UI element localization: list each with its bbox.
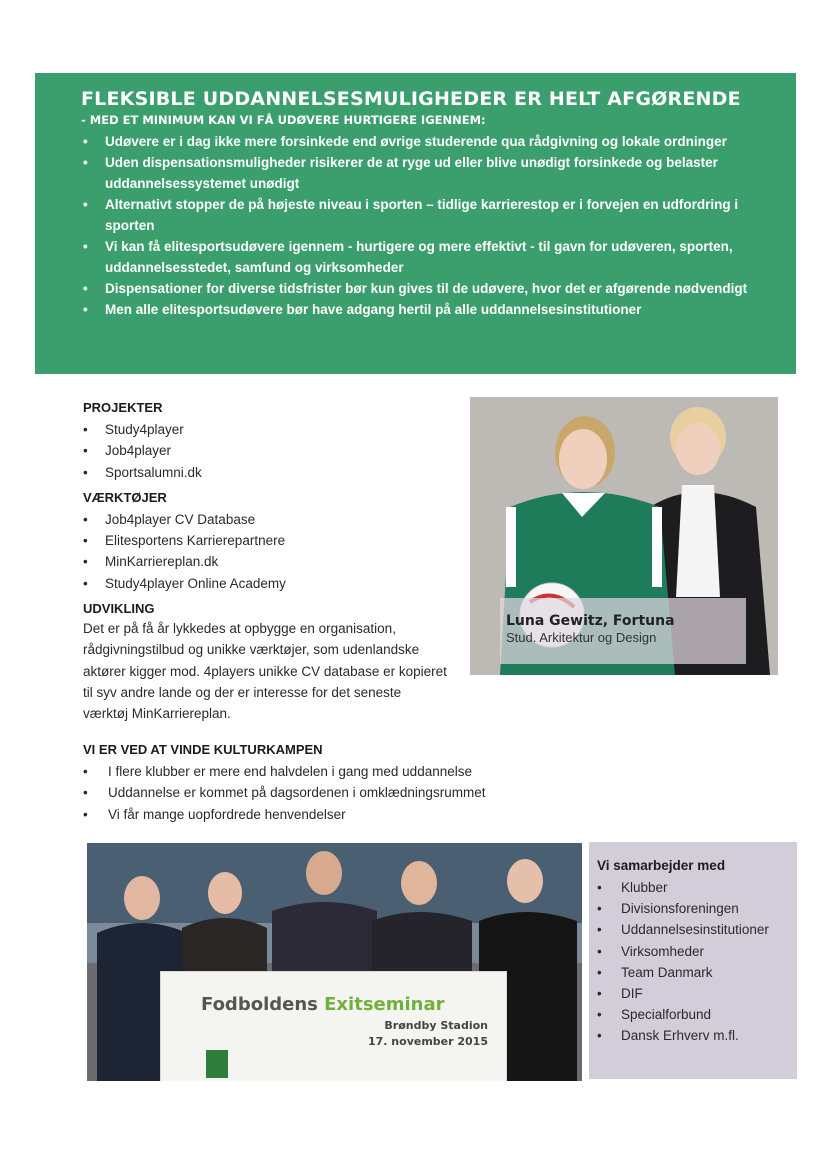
highlight-title: FLEKSIBLE UDDANNELSESMULIGHEDER ER HELT AFGØRENDE <box>81 88 741 110</box>
bullet-icon: • <box>597 964 602 980</box>
logo-icon <box>206 1050 228 1078</box>
kulturkamp-list <box>83 761 543 825</box>
vaerktojer-heading: VÆRKTØJER <box>83 489 167 505</box>
list-item: • DIF <box>597 983 797 1004</box>
bullet-icon: • <box>83 281 88 296</box>
list-item: • Dispensationer for diverse tidsfrister bør kun gives til de udøvere, hvor det er afgørende nødvendigt <box>81 278 776 299</box>
list-item: • Dansk Erhverv m.fl. <box>597 1025 797 1046</box>
udvikling-text: Det er på få år lykkedes at opbygge en organisation, rådgivningstilbud og unikke værktøjer, som udenlandske aktører kigger mod. 4players unikke CV database er kopieret til syv andre lande og der er interesse for det seneste værktøj MinKarriereplan. <box>83 621 447 722</box>
bullet-icon: • <box>83 302 88 317</box>
bullet-icon: • <box>597 1028 602 1044</box>
banner-date: 17. november 2015 <box>367 1035 488 1048</box>
bullet-icon: • <box>597 1007 602 1023</box>
list-item: • Uddannelsesinstitutioner <box>597 919 797 940</box>
list-item: • Uden dispensationsmuligheder risikerer de at ryge ud eller blive unødigt forsinkede og belaster uddannelsessystemet unødigt <box>81 152 776 194</box>
list-item: • I flere klubber er mere end halvdelen i gang med uddannelse <box>83 761 543 782</box>
list-item: • Study4player Online Academy <box>83 573 483 594</box>
list-item: • MinKarriereplan.dk <box>83 551 483 572</box>
group-photo <box>87 843 582 1081</box>
bullet-icon: • <box>597 901 602 917</box>
bullet-icon: • <box>597 943 602 959</box>
bullet-icon: • <box>83 134 88 149</box>
bullet-icon: • <box>83 239 88 254</box>
vaerktojer-list <box>83 509 483 594</box>
banner-title <box>201 994 445 1015</box>
bullet-icon: • <box>83 806 88 822</box>
samarbejde-list <box>597 877 797 1047</box>
list-item: • Virksomheder <box>597 941 797 962</box>
bullet-icon: • <box>83 422 88 437</box>
bullet-icon: • <box>83 764 88 779</box>
player-photo <box>470 397 778 675</box>
banner-place: Brøndby Stadion <box>384 1019 488 1032</box>
bullet-icon: • <box>83 575 88 591</box>
bullet-icon: • <box>83 155 88 170</box>
bullet-icon: • <box>83 443 88 459</box>
bullet-icon: • <box>597 880 602 895</box>
list-item: • Study4player <box>83 419 483 440</box>
cooperation-box <box>589 842 797 1079</box>
list-item: • Uddannelse er kommet på dagsordenen i omklædningsrummet <box>83 782 543 803</box>
bullet-icon: • <box>83 464 88 480</box>
list-item: • Vi får mange uopfordrede henvendelser <box>83 804 543 825</box>
bullet-icon: • <box>597 986 602 1002</box>
udvikling-heading: UDVIKLING <box>83 601 155 617</box>
list-item: • Klubber <box>597 877 797 898</box>
list-item: • Team Danmark <box>597 962 797 983</box>
banner-title-part1: Fodboldens <box>201 994 318 1015</box>
caption-name: Luna Gewitz, Fortuna <box>506 613 675 629</box>
kulturkamp-heading: VI ER VED AT VINDE KULTURKAMPEN <box>83 742 323 757</box>
samarbejde-heading: Vi samarbejder med <box>597 858 726 873</box>
list-item: • Udøvere er i dag ikke mere forsinkede end øvrige studerende qua rådgivning og lokale ordninger <box>81 131 776 152</box>
caption-role: Stud. Arkitektur og Design <box>506 630 657 645</box>
bullet-icon: • <box>83 533 88 549</box>
event-banner <box>160 971 507 1081</box>
projekter-heading: PROJEKTER <box>83 400 163 415</box>
banner-title-part2: Exitseminar <box>324 994 445 1015</box>
left-column <box>83 399 483 731</box>
list-item: • Men alle elitesportsudøvere bør have adgang hertil på alle uddannelsesinstitutioner <box>81 299 776 320</box>
bullet-icon: • <box>83 554 88 570</box>
list-item: • Alternativt stopper de på højeste niveau i sporten – tidlige karrierestop er i forvejen en udfordring i sporten <box>81 194 776 236</box>
bullet-icon: • <box>83 197 88 212</box>
bullet-icon: • <box>597 922 602 938</box>
list-item: • Specialforbund <box>597 1004 797 1025</box>
list-item: • Divisionsforeningen <box>597 898 797 919</box>
highlight-subtitle: - MED ET MINIMUM KAN VI FÅ UDØVERE HURTIGERE IGENNEM: <box>81 113 486 127</box>
highlight-list <box>81 131 776 320</box>
photo-caption <box>500 598 746 664</box>
list-item: • Job4player CV Database <box>83 509 483 530</box>
list-item: • Vi kan få elitesportsudøvere igennem - hurtigere og mere effektivt - til gavn for udøveren, sporten, uddannelsesstedet, samfund og virksomheder <box>81 236 776 278</box>
list-item: • Sportsalumni.dk <box>83 462 483 483</box>
bullet-icon: • <box>83 511 88 527</box>
highlight-box <box>35 73 796 374</box>
projekter-list <box>83 419 483 483</box>
banner-details <box>368 1018 488 1050</box>
list-item: • Job4player <box>83 440 483 461</box>
kulturkamp-section <box>83 741 543 831</box>
list-item: • Elitesportens Karrierepartnere <box>83 530 483 551</box>
bullet-icon: • <box>83 785 88 801</box>
